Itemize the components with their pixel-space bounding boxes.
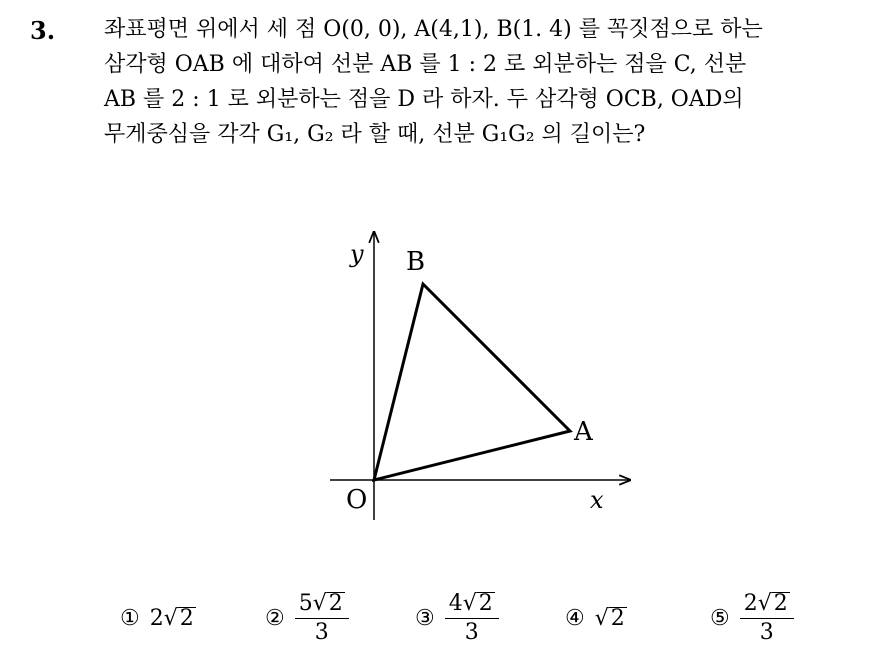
- choice-value: √2: [594, 605, 625, 631]
- choice-3[interactable]: [415, 588, 499, 648]
- stem-line: 삼각형 OAB 에 대하여 선분 AB 를 1 : 2 로 외분하는 점을 C, 선분: [104, 52, 747, 77]
- answer-choices: [100, 588, 860, 648]
- stem-line: AB 를 2 : 1 로 외분하는 점을 D 라 하자. 두 삼각형 OCB, OAD의: [104, 87, 744, 112]
- choice-mark: ④: [565, 605, 585, 631]
- choice-value: $\frac{2√2}{3}$: [740, 592, 794, 645]
- x-axis-label: x: [590, 486, 604, 514]
- y-axis-label: y: [350, 240, 364, 268]
- stem-line: 무게중심을 각각 G₁, G₂ 라 할 때, 선분 G₁G₂ 의 길이는?: [104, 122, 646, 147]
- origin-label: O: [346, 485, 368, 515]
- choice-value: $\frac{5√2}{3}$: [295, 592, 349, 645]
- choice-value: 2√2: [149, 605, 194, 631]
- stem-line: 좌표평면 위에서 세 점 O(0, 0), A(4,1), B(1. 4) 를 꼭짓점으로 하는: [104, 17, 763, 42]
- triangle-oab: [374, 284, 570, 480]
- choice-value: $\frac{4√2}{3}$: [445, 592, 499, 645]
- triangle-diagram: [320, 220, 650, 530]
- point-b-label: B: [406, 247, 426, 277]
- choice-mark: ③: [415, 605, 435, 631]
- choice-mark: ⑤: [710, 605, 730, 631]
- question-number: 3.: [30, 16, 56, 45]
- coordinate-figure: [320, 220, 650, 530]
- question-stem: [104, 12, 864, 152]
- choice-2[interactable]: [265, 588, 349, 648]
- choice-mark: ①: [120, 605, 140, 631]
- choice-mark: ②: [265, 605, 285, 631]
- choice-5[interactable]: [710, 588, 794, 648]
- point-a-label: A: [574, 417, 593, 447]
- choice-4[interactable]: [565, 588, 627, 648]
- choice-1[interactable]: [120, 588, 196, 648]
